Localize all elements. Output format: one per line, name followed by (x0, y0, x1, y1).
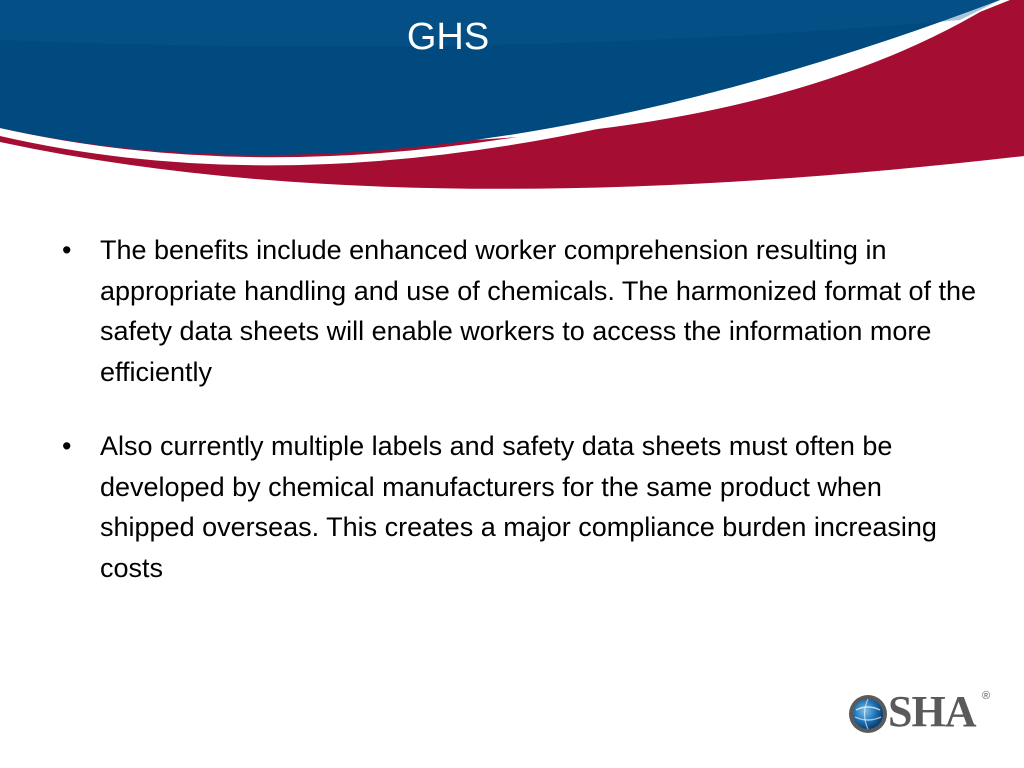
logo-registered-mark: ® (982, 690, 991, 702)
slide-title: GHS (406, 16, 490, 58)
bullet-item (62, 426, 982, 588)
osha-logo (846, 686, 994, 738)
bullet-list (62, 230, 982, 622)
bullet-mark: • (62, 235, 72, 265)
bullet-text: The benefits include enhanced worker comprehension resulting in appropriate handling and use of chemicals. The harmonized format of the safety data sheets will enable workers to access the information more efficiently (100, 235, 977, 387)
osha-globe-icon (846, 686, 890, 738)
bullet-item (62, 230, 982, 392)
bullet-mark: • (62, 431, 72, 461)
logo-text: SHA (888, 687, 976, 736)
bullet-text: Also currently multiple labels and safety data sheets must often be developed by chemical manufacturers for the same product when shipped overseas. This creates a major compliance burden increasing costs (100, 431, 937, 583)
